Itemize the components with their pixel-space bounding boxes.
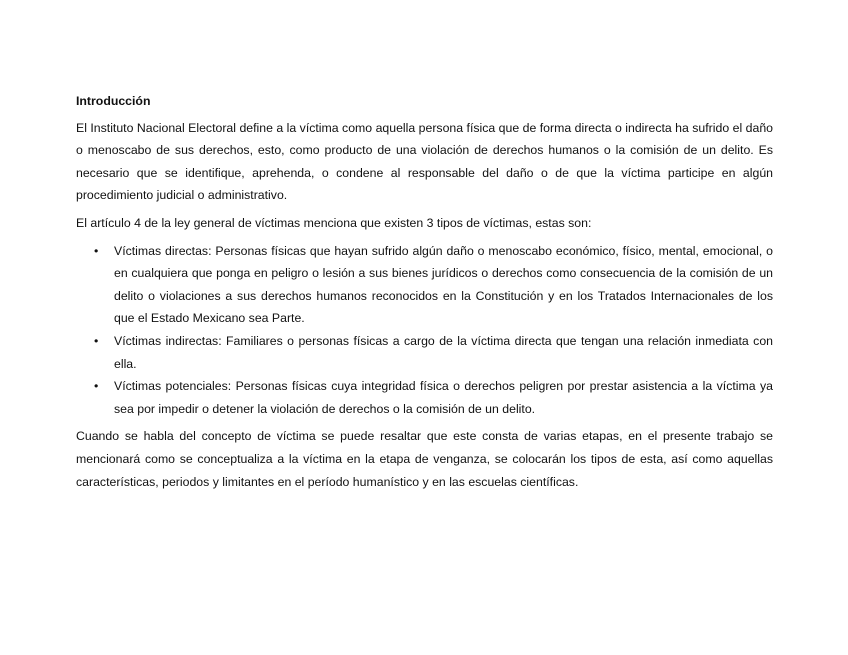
list-item <box>76 240 773 330</box>
list-item <box>76 375 773 420</box>
article-paragraph: El artículo 4 de la ley general de víctimas menciona que existen 3 tipos de víctimas, estas son: <box>76 215 592 230</box>
list-item-text: Víctimas indirectas: Familiares o personas físicas a cargo de la víctima directa que tengan una relación inmediata con ella. <box>114 333 773 371</box>
intro-paragraph: El Instituto Nacional Electoral define a la víctima como aquella persona física que de forma directa o indirecta ha sufrido el daño o menoscabo de sus derechos, esto, como producto de una violación de derechos humanos o la comisión de un delito. Es necesario que se identifique, aprehenda, o condene al responsable del daño o de que la víctima participe en algún procedimiento judicial o administrativo. <box>76 120 773 203</box>
closing-paragraph: Cuando se habla del concepto de víctima se puede resaltar que este consta de varias etapas, en el presente trabajo se mencionará como se conceptualiza a la víctima en la etapa de venganza, se colocarán los tipos de esta, así como aquellas características, periodos y limitantes en el período humanístico y en las escuelas científicas. <box>76 429 773 489</box>
bullet-icon: • <box>94 333 99 348</box>
document-page <box>76 90 773 498</box>
bullet-icon: • <box>94 379 99 394</box>
list-item <box>76 330 773 375</box>
section-heading: Introducción <box>76 94 151 108</box>
list-item-text: Víctimas potenciales: Personas físicas cuya integridad física o derechos peligren por prestar asistencia a la víctima ya sea por impedir o detener la violación de derechos o la comisión de un delito. <box>114 379 773 416</box>
victim-types-list <box>76 240 773 421</box>
list-item-text: Víctimas directas: Personas físicas que hayan sufrido algún daño o menoscabo económico, físico, mental, emocional, o en cualquiera que ponga en peligro o lesión a sus bienes jurídicos o derechos como consecuencia de la comisión de un delito o violaciones a sus derechos humanos reconocidos en la Constitución y en los Tratados Internacionales de los que el Estado Mexicano sea Parte. <box>114 243 773 326</box>
bullet-icon: • <box>94 243 99 258</box>
